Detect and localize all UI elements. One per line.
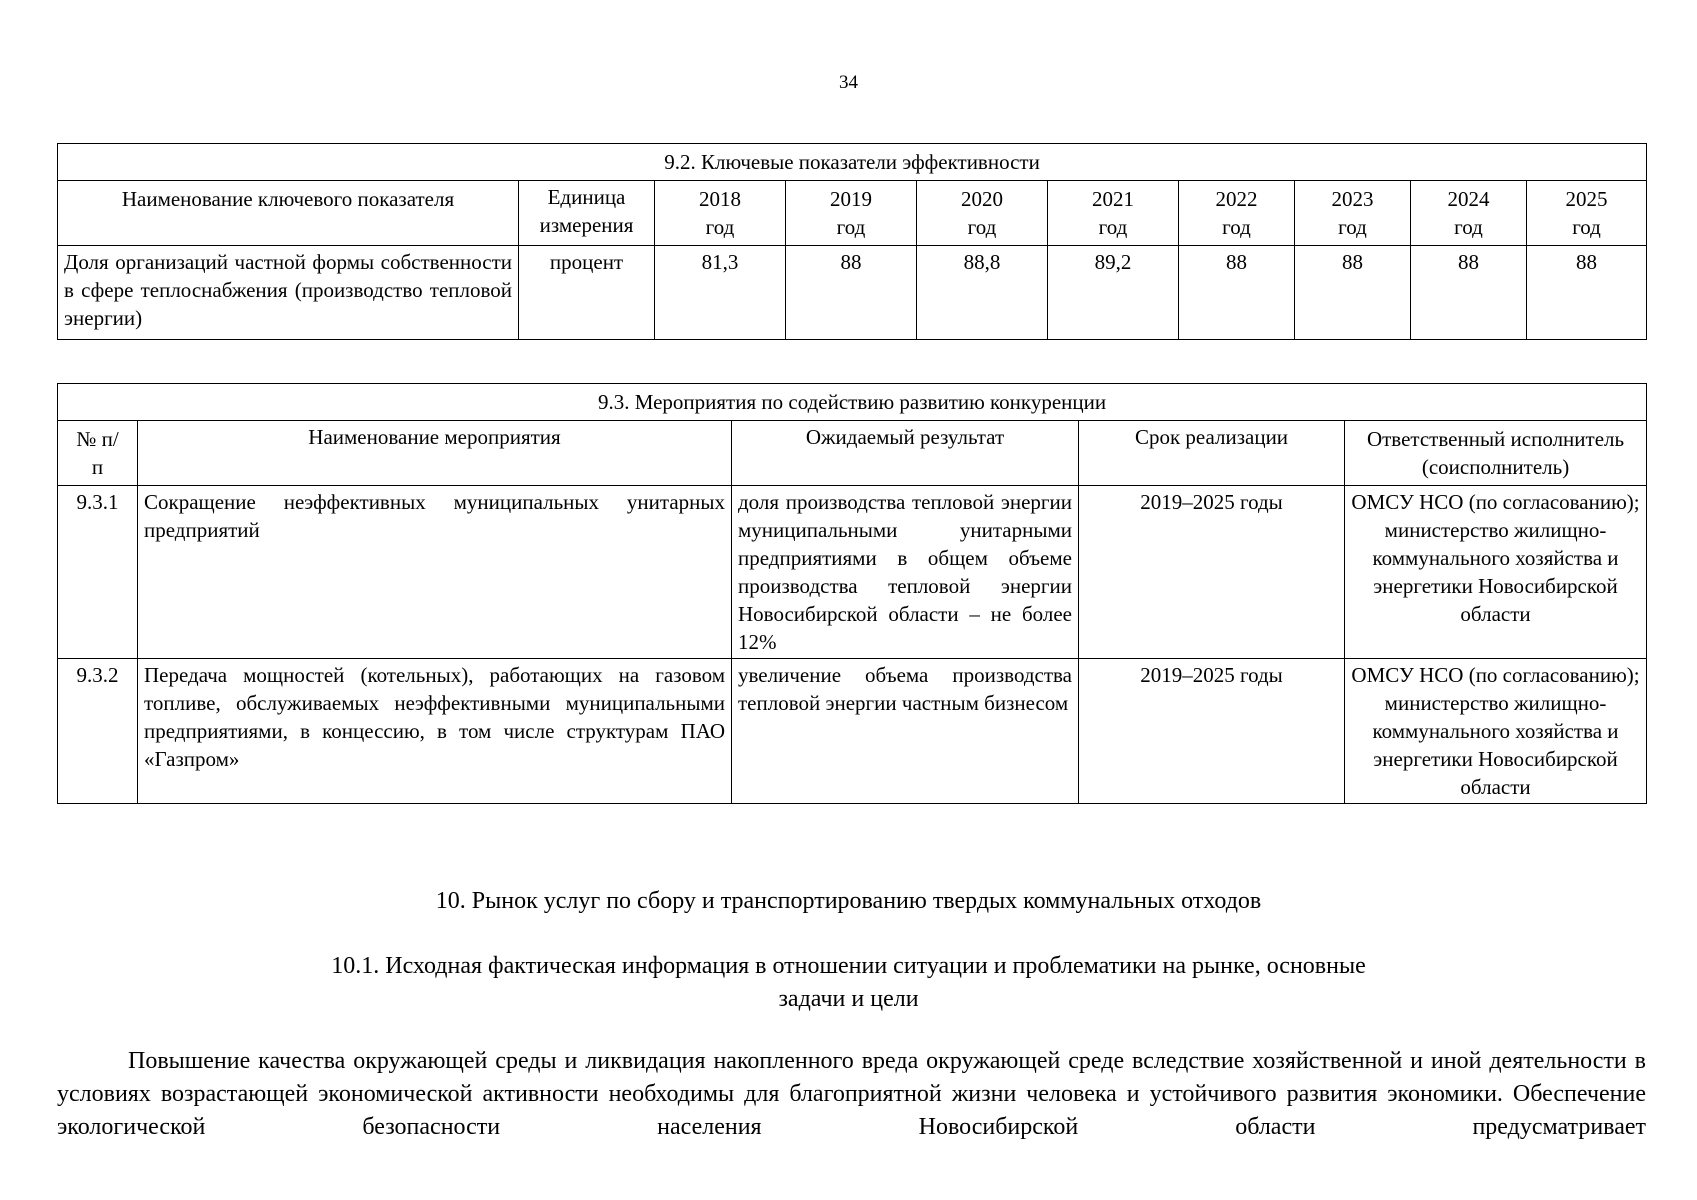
header-year: 2020 год [917, 181, 1048, 246]
measures-table-caption: 9.3. Мероприятия по содействию развитию конкуренции [58, 384, 1647, 421]
value-cell: 88 [1527, 246, 1647, 340]
body-paragraph: Повышение качества окружающей среды и ликвидация накопленного вреда окружающей среде вследствие хозяйственной и иной деятельности в условиях возрастающей экономической активности необходимы для благоприятной жизни человека и устойчивого развития экономики. Обеспечение экологической безопасности населения Новосибирской области предусматривает [57, 1048, 1646, 1140]
value-cell: 88 [1411, 246, 1527, 340]
value-cell: 81,3 [655, 246, 786, 340]
header-unit: Единица измерения [519, 181, 655, 246]
section-10-title: 10. Рынок услуг по сбору и транспортированию твердых коммунальных отходов [435, 888, 1262, 914]
table-row [58, 486, 1647, 659]
executor-cell: ОМСУ НСО (по согласованию); министерство жилищно-коммунального хозяйства и энергетики Новосибирской области [1345, 486, 1647, 659]
header-term: Срок реализации [1079, 421, 1345, 486]
measure-name-cell: Сокращение неэффективных муниципальных унитарных предприятий [138, 486, 732, 659]
measures-table [57, 383, 1647, 804]
header-year: 2025 год [1527, 181, 1647, 246]
kpi-table-caption: 9.2. Ключевые показатели эффективности [58, 144, 1647, 181]
row-number: 9.3.2 [58, 659, 138, 804]
table-row [58, 246, 1647, 340]
header-year: 2018 год [655, 181, 786, 246]
value-cell: 88 [786, 246, 917, 340]
value-cell: 88 [1179, 246, 1295, 340]
table-row [58, 659, 1647, 804]
kpi-table-header-row [58, 181, 1647, 246]
indicator-name-cell: Доля организаций частной формы собственности в сфере теплоснабжения (производство тепловой энергии) [58, 246, 519, 340]
value-cell: 89,2 [1048, 246, 1179, 340]
header-year: 2019 год [786, 181, 917, 246]
header-year: 2023 год [1295, 181, 1411, 246]
value-cell: 88,8 [917, 246, 1048, 340]
row-number: 9.3.1 [58, 486, 138, 659]
value-cell: 88 [1295, 246, 1411, 340]
kpi-table [57, 143, 1647, 340]
header-indicator-name: Наименование ключевого показателя [58, 181, 519, 246]
measures-table-header-row [58, 421, 1647, 486]
header-number: № п/п [58, 421, 138, 486]
executor-cell: ОМСУ НСО (по согласованию); министерство жилищно-коммунального хозяйства и энергетики Новосибирской области [1345, 659, 1647, 804]
header-measure-name: Наименование мероприятия [138, 421, 732, 486]
header-year: 2022 год [1179, 181, 1295, 246]
header-year: 2021 год [1048, 181, 1179, 246]
unit-cell: процент [519, 246, 655, 340]
term-cell: 2019–2025 годы [1079, 486, 1345, 659]
term-cell: 2019–2025 годы [1079, 659, 1345, 804]
page-number: 34 [839, 72, 858, 93]
section-10-1-title: 10.1. Исходная фактическая информация в отношении ситуации и проблематики на рынке, основные задачи и цели [331, 953, 1366, 1012]
expected-result-cell: доля производства тепловой энергии муниципальными унитарными предприятиями в общем объеме производства тепловой энергии Новосибирской области – не более 12% [732, 486, 1079, 659]
measure-name-cell: Передача мощностей (котельных), работающих на газовом топливе, обслуживаемых неэффективными муниципальными предприятиями, в концессию, в том числе структурам ПАО «Газпром» [138, 659, 732, 804]
header-year: 2024 год [1411, 181, 1527, 246]
header-expected-result: Ожидаемый результат [732, 421, 1079, 486]
header-executor: Ответственный исполнитель (соисполнитель) [1345, 421, 1647, 486]
expected-result-cell: увеличение объема производства тепловой энергии частным бизнесом [732, 659, 1079, 804]
